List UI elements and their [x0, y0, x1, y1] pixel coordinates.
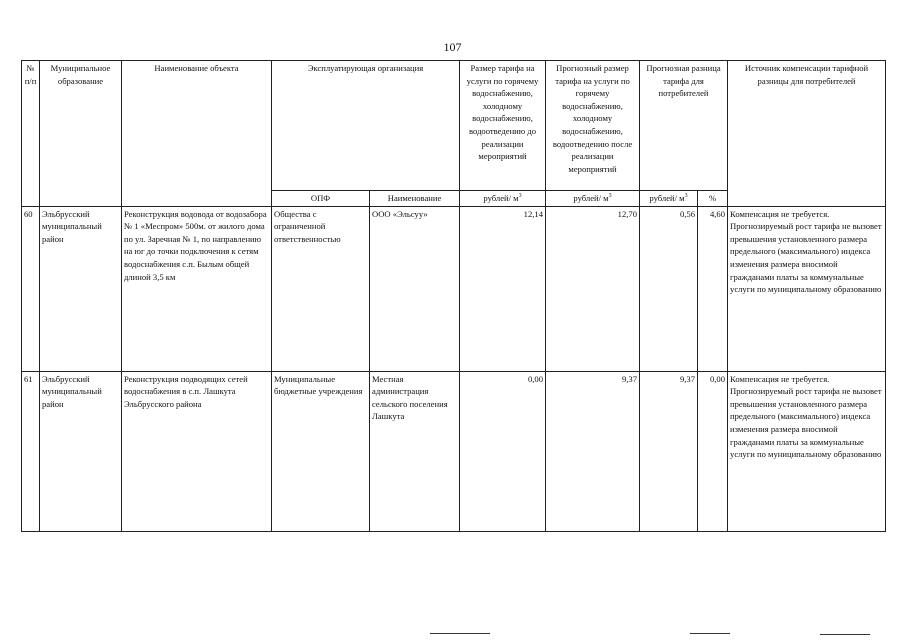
- cell-object-name: Реконструкция водовода от водозабора № 1 «Меспром» 500м. от жилого дома по ул. Заречная № 1, по направлению на юг до точки подключения к сетям водоснабжения с.п. Былым общей длиной 3,5 км: [122, 206, 272, 371]
- table-row: [22, 206, 886, 371]
- header-forecast-tariff: Прогнозный размер тарифа на услуги по горячему водоснабжению, холодному водоснабжению, водоотведению после реализации мероприятий: [546, 61, 640, 191]
- header-unit-diff: [640, 191, 698, 207]
- cell-operator-name: Местная администрация сельского поселения Лашкута: [370, 371, 460, 531]
- header-unit-tariff: [460, 191, 546, 207]
- header-operator: Эксплуатирующая организация: [272, 61, 460, 191]
- scan-mark: [820, 634, 870, 635]
- header-unit-forecast: [546, 191, 640, 207]
- unit-label: рублей/ м: [649, 193, 685, 203]
- header-object-name: Наименование объекта: [122, 61, 272, 207]
- header-percent: %: [698, 191, 728, 207]
- cell-forecast-tariff: 9,37: [546, 371, 640, 531]
- cell-operator-name: ООО «Эльсуу»: [370, 206, 460, 371]
- header-municipality: Муниципальное образование: [40, 61, 122, 207]
- unit-label: рублей/ м: [573, 193, 609, 203]
- cell-tariff: 12,14: [460, 206, 546, 371]
- header-opf: ОПФ: [272, 191, 370, 207]
- unit-superscript: 3: [608, 193, 612, 200]
- cell-object-name: Реконструкция подводящих сетей водоснабжения в с.п. Лашкута Эльбрусского района: [122, 371, 272, 531]
- unit-superscript: 3: [518, 193, 522, 200]
- page-number: 107: [443, 40, 462, 54]
- header-forecast-diff: Прогнозная разница тарифа для потребителей: [640, 61, 728, 191]
- unit-label: рублей/ м: [483, 193, 519, 203]
- cell-diff-pct: 4,60: [698, 206, 728, 371]
- cell-num: 60: [22, 206, 40, 371]
- header-compensation: Источник компенсации тарифной разницы для потребителей: [728, 61, 886, 207]
- tariff-table: [21, 60, 886, 532]
- cell-diff-rub: 0,56: [640, 206, 698, 371]
- header-tariff: Размер тарифа на услуги по горячему водоснабжению, холодному водоснабжению, водоотведению до реализации мероприятий: [460, 61, 546, 191]
- cell-opf: Муниципальные бюджетные учреждения: [272, 371, 370, 531]
- cell-num: 61: [22, 371, 40, 531]
- table-row: [22, 371, 886, 531]
- cell-diff-rub: 9,37: [640, 371, 698, 531]
- cell-diff-pct: 0,00: [698, 371, 728, 531]
- cell-opf: Общества с ограниченной ответственностью: [272, 206, 370, 371]
- scan-mark: [690, 633, 730, 634]
- cell-compensation: Компенсация не требуется. Прогнозируемый рост тарифа не вызовет превышения установленного размера предельного (максимального) индекса изменения размера вносимой гражданами платы за коммунальные услуги по муниципальному образованию: [728, 206, 886, 371]
- cell-municipality: Эльбрусский муниципальный район: [40, 206, 122, 371]
- header-num: № п/п: [22, 61, 40, 207]
- scan-mark: [430, 633, 490, 634]
- cell-compensation: Компенсация не требуется. Прогнозируемый рост тарифа не вызовет превышения установленного размера предельного (максимального) индекса изменения размера вносимой гражданами платы за коммунальные услуги по муниципальному образованию: [728, 371, 886, 531]
- unit-superscript: 3: [684, 193, 688, 200]
- cell-municipality: Эльбрусский муниципальный район: [40, 371, 122, 531]
- cell-forecast-tariff: 12,70: [546, 206, 640, 371]
- header-operator-name: Наименование: [370, 191, 460, 207]
- cell-tariff: 0,00: [460, 371, 546, 531]
